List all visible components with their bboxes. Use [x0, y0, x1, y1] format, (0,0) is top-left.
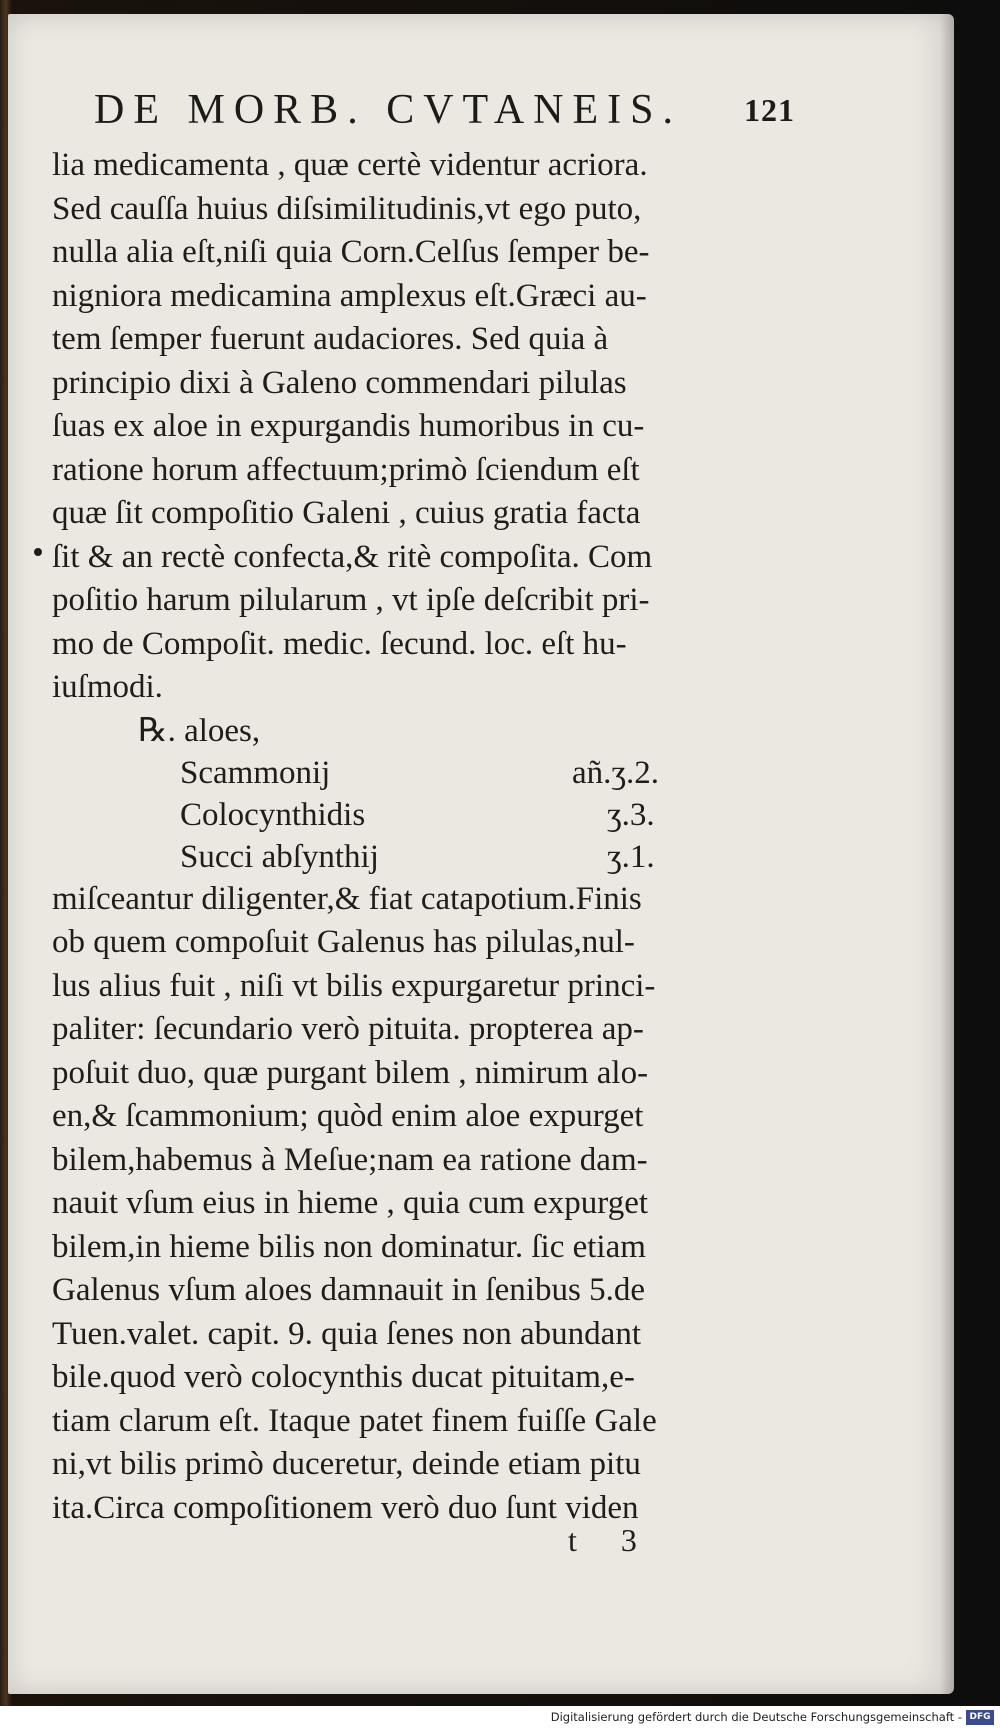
text-line: nigniora medicamina amplexus eſt.Græci au-: [52, 277, 647, 314]
text-line: poſuit duo, quæ purgant bilem , nimirum alo-: [52, 1054, 649, 1091]
signature-mark: t 3: [568, 1522, 655, 1558]
page-number: 121: [744, 92, 795, 128]
text-line: en,& ſcammonium; quòd enim aloe expurget: [52, 1098, 644, 1134]
text-line: mo de Compoſit. medic. ſecund. loc. eſt hu-: [52, 625, 627, 662]
text-line: poſitio harum pilularum , vt ipſe deſcribit pri-: [52, 582, 650, 618]
ingredient-name: Succi abſynthij: [180, 838, 379, 875]
running-head: [94, 86, 794, 146]
text-line: bilem,habemus à Meſue;nam ea ratione dam-: [52, 1141, 648, 1178]
recipe-ingredient: [52, 752, 792, 794]
recipe-heading: ℞. aloes,: [138, 712, 261, 749]
text-line: nauit vſum eius in hieme , quia cum expurget: [52, 1185, 649, 1221]
recipe-ingredient: [52, 794, 792, 836]
ingredient-name: Scammonij: [180, 754, 331, 791]
text-line: lia medicamenta , quæ certè videntur acriora.: [52, 147, 648, 183]
text-line: quæ ſit compoſitio Galeni , cuius gratia facta: [52, 495, 641, 531]
ingredient-quantity: añ.ʒ.2.: [572, 754, 660, 791]
text-line: ita.Circa compoſitionem verò duo ſunt viden: [52, 1489, 639, 1526]
ingredient-quantity: ʒ.3.: [607, 796, 655, 833]
text-line: ſuas ex aloe in expurgandis humoribus in cu-: [52, 408, 645, 444]
book-page: [8, 14, 954, 1694]
text-line: lus alius fuit , niſi vt bilis expurgaretur princi-: [52, 967, 656, 1004]
text-line: ratione horum affectuum;primò ſciendum eſt: [52, 451, 640, 488]
text-line: principio dixi à Galeno commendari pilulas: [52, 364, 627, 401]
funding-credit: Digitalisierung gefördert durch die Deutsche Forschungsgemeinschaft -: [550, 1710, 962, 1724]
ingredient-name: Colocynthidis: [180, 796, 366, 833]
margin-dot-mark: [34, 548, 42, 556]
recipe-ingredient: [52, 836, 792, 878]
body-text: [52, 144, 792, 1530]
ingredient-quantity: ʒ.1.: [607, 838, 655, 875]
text-line: Sed cauſſa huius diſsimilitudinis,vt ego puto,: [52, 190, 642, 227]
text-line: ſit & an rectè confecta,& ritè compoſita. Com: [52, 538, 653, 575]
text-line: miſceantur diligenter,& fiat catapotium.Finis: [52, 880, 642, 917]
text-line: nulla alia eſt,niſi quia Corn.Celſus ſemper be-: [52, 234, 650, 270]
text-line: ob quem compoſuit Galenus has pilulas,nul-: [52, 924, 635, 960]
text-line: Tuen.valet. capit. 9. quia ſenes non abundant: [52, 1315, 641, 1352]
text-line: paliter: ſecundario verò pituita. propterea ap-: [52, 1011, 644, 1047]
text-line: bile.quod verò colocynthis ducat pituitam,e-: [52, 1359, 635, 1395]
text-line: Galenus vſum aloes damnauit in ſenibus 5.de: [52, 1272, 645, 1308]
text-line: bilem,in hieme bilis non dominatur. ſic etiam: [52, 1228, 646, 1265]
text-line: iuſmodi.: [52, 669, 163, 705]
running-head-title: DE MORB. CVTANEIS.: [94, 87, 682, 133]
credit-bar: [0, 1706, 1000, 1730]
text-line: tem ſemper fuerunt audaciores. Sed quia à: [52, 321, 609, 357]
text-line: tiam clarum eſt. Itaque patet finem fuiſſe Gale: [52, 1402, 657, 1439]
text-line: ni,vt bilis primò duceretur, deinde etiam pitu: [52, 1446, 641, 1482]
dfg-logo: DFG: [966, 1710, 994, 1725]
